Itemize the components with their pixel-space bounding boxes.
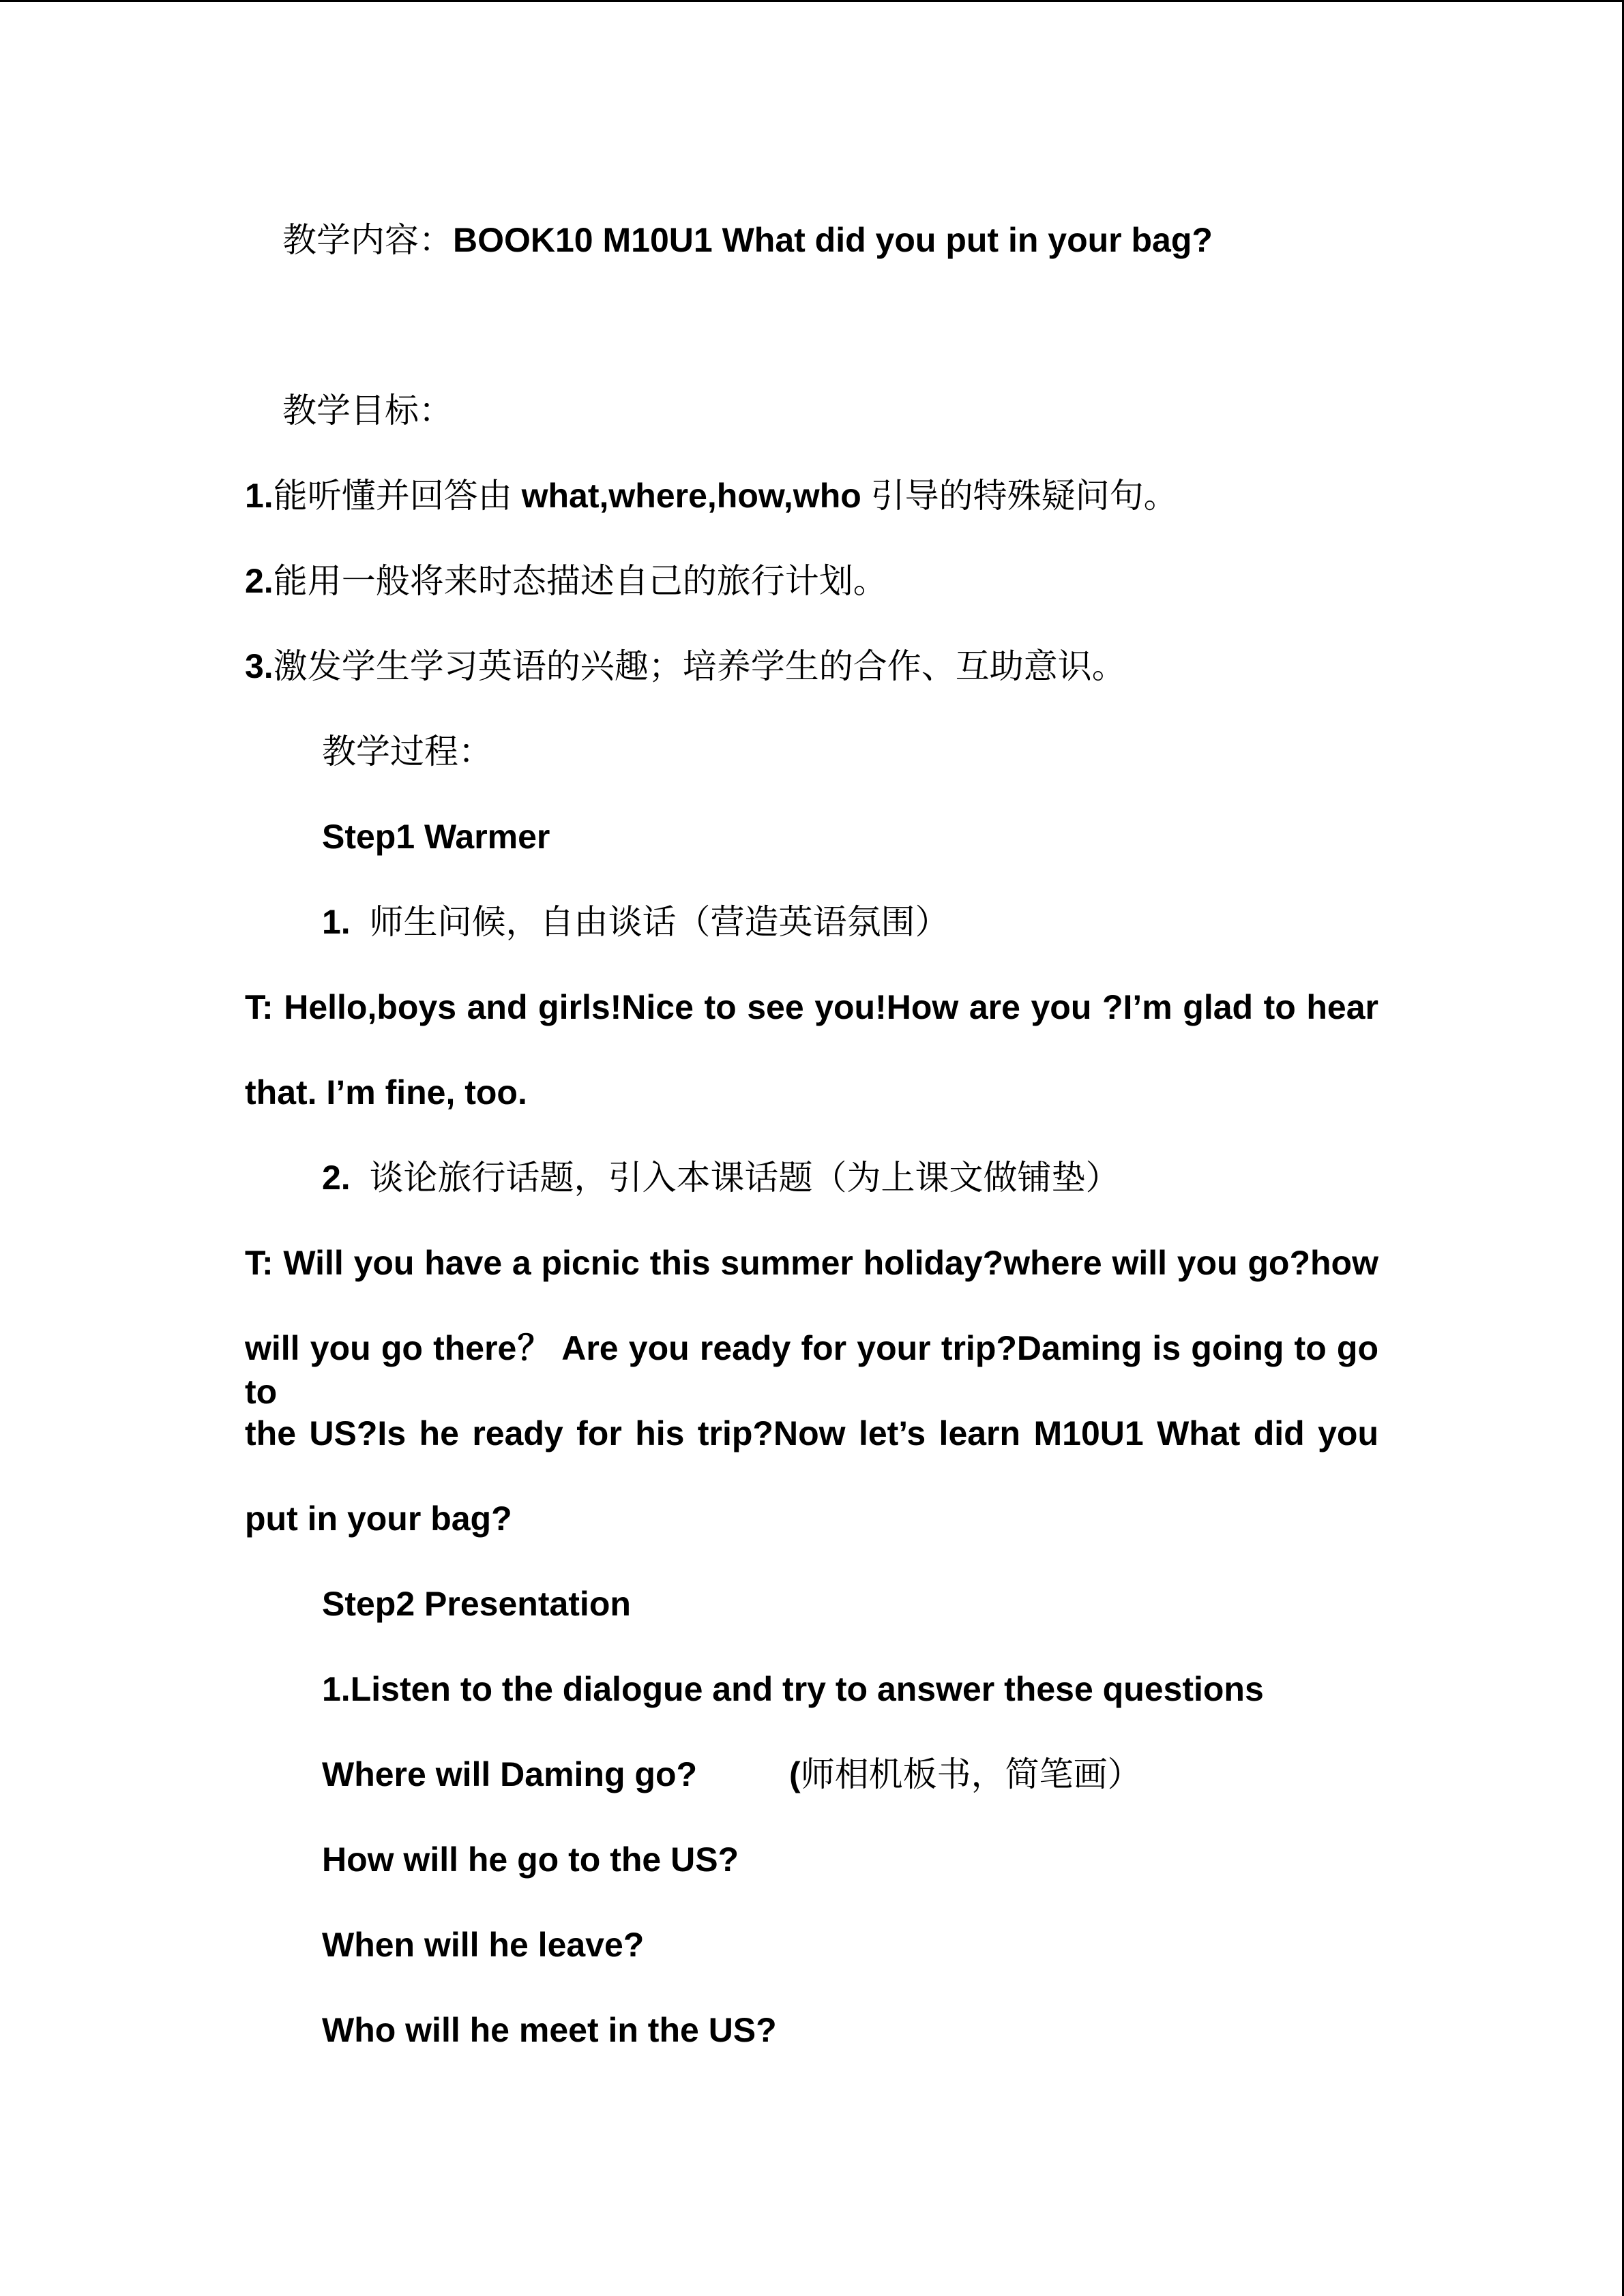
teaching-content-label: 教学内容：: [282, 221, 453, 259]
objective-text-pre: 能听懂并回答由: [273, 477, 522, 515]
dialogue-line: put in your bag?: [245, 1500, 512, 1538]
dialogue-line: will you go there？ Are you ready for your trip?Daming is going to go to: [245, 1329, 1378, 1411]
question: Who will he meet in the US?: [322, 2011, 777, 2049]
objective-text: 能用一般将来时态描述自己的旅行计划。: [273, 562, 887, 600]
process-title: 教学过程：: [322, 732, 492, 771]
objective-item-3: [245, 644, 1126, 688]
objective-text-en: what,where,how,who: [521, 477, 861, 515]
question-line: [322, 1753, 1142, 1796]
step1-item-text: 师生问候，自由谈话（营造英语氛围）: [369, 903, 949, 941]
objective-number: 2.: [245, 562, 274, 600]
dialogue-line: the US?Is he ready for his trip?Now let’s learn M10U1 What did you: [245, 1414, 1378, 1452]
dialogue-line: that. I’m fine, too.: [245, 1073, 527, 1112]
objective-number: 3.: [245, 647, 274, 685]
teaching-content-value: BOOK10 M10U1 What did you put in your bag?: [453, 221, 1213, 259]
objective-text-post: 引导的特殊疑问句。: [861, 477, 1178, 515]
step1-item-number: 2.: [322, 1159, 351, 1197]
step1-item-number: 1.: [322, 903, 351, 941]
note-paren: (: [789, 1755, 801, 1793]
step1-title: Step1 Warmer: [322, 818, 550, 856]
question: How will he go to the US?: [322, 1840, 739, 1879]
objective-text: 激发学生学习英语的兴趣；培养学生的合作、互助意识。: [273, 647, 1126, 685]
step1-item-2: [322, 1156, 1120, 1199]
teacher-note: 师相机板书，简笔画）: [800, 1755, 1142, 1793]
step2-item-1: 1.Listen to the dialogue and try to answer these questions: [322, 1670, 1264, 1708]
step1-item-1: [322, 900, 949, 944]
objectives-title: 教学目标：: [282, 391, 453, 430]
step2-title: Step2 Presentation: [322, 1585, 631, 1623]
teaching-content: [282, 218, 1213, 262]
objective-item-1: [245, 474, 1178, 518]
objective-number: 1.: [245, 477, 274, 515]
objective-item-2: [245, 559, 887, 603]
question: Where will Daming go?: [322, 1755, 698, 1793]
dialogue-line: T: Hello,boys and girls!Nice to see you!How are you ?I’m glad to hear: [245, 988, 1378, 1026]
step1-item-text: 谈论旅行话题，引入本课话题（为上课文做铺垫）: [369, 1159, 1120, 1197]
dialogue-line: T: Will you have a picnic this summer holiday?where will you go?how: [245, 1244, 1378, 1282]
question: When will he leave?: [322, 1926, 645, 1964]
page-border-top: [0, 0, 1624, 2]
